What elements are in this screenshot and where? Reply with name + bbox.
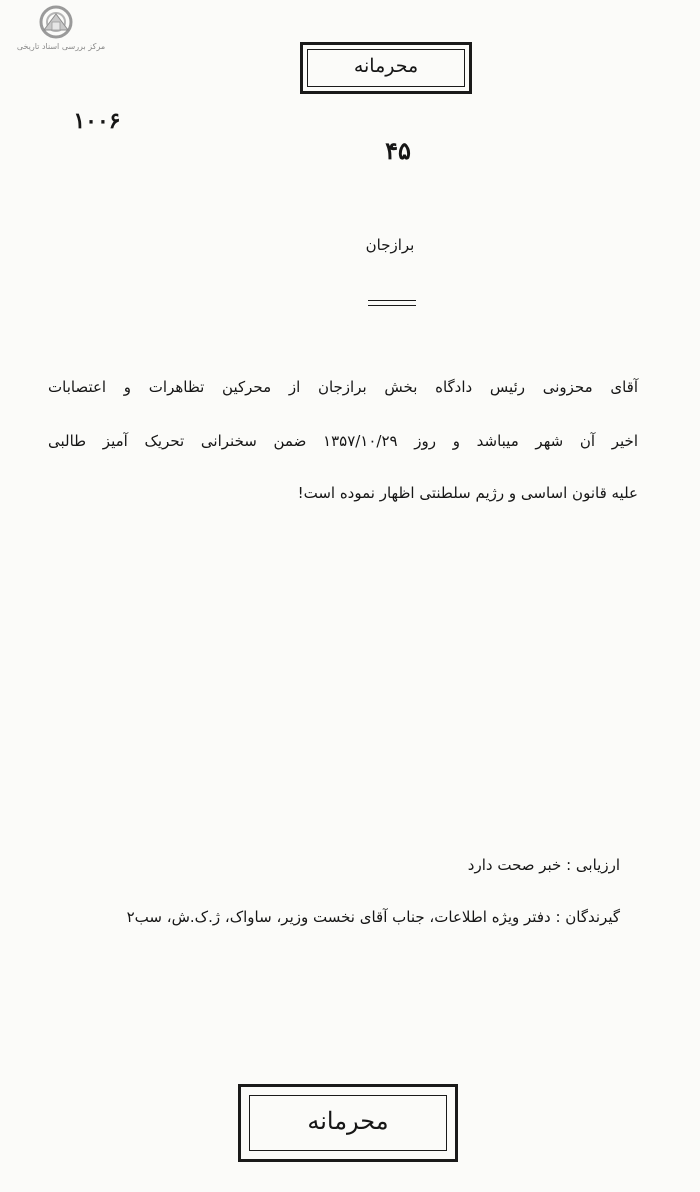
document-number: ۱۰۰۶	[73, 108, 121, 134]
body-line-1: آقای محزونی رئیس دادگاه بخش برازجان از محرکین تظاهرات و اعتصابات	[48, 378, 638, 396]
confidential-stamp-top-text: محرمانه	[353, 55, 419, 77]
confidential-stamp-bottom-text: محرمانه	[307, 1107, 389, 1135]
heading-rule-lower	[368, 305, 416, 306]
document-heading: برازجان	[365, 236, 415, 254]
confidential-stamp-top	[300, 42, 472, 94]
page-mark: ۴۵	[385, 136, 411, 165]
body-line-3: علیه قانون اساسی و رژیم سلطنتی اظهار نموده است!	[297, 484, 638, 502]
heading-rule-upper	[368, 300, 416, 301]
body-line-2: اخیر آن شهر میباشد و روز ۱۳۵۷/۱۰/۲۹ ضمن سخنرانی تحریک آمیز طالبی	[48, 432, 638, 450]
evaluation-line: ارزیابی : خبر صحت دارد	[467, 856, 620, 874]
archive-logo-text: مرکز بررسی اسناد تاریخی	[16, 42, 106, 51]
recipients-line: گیرندگان : دفتر ویژه اطلاعات، جناب آقای نخست وزیر، ساواک، ژ.ک.ش، سب۲	[126, 908, 620, 926]
archive-logo	[6, 4, 116, 56]
confidential-stamp-bottom	[238, 1084, 458, 1162]
archive-logo-icon	[36, 4, 76, 40]
